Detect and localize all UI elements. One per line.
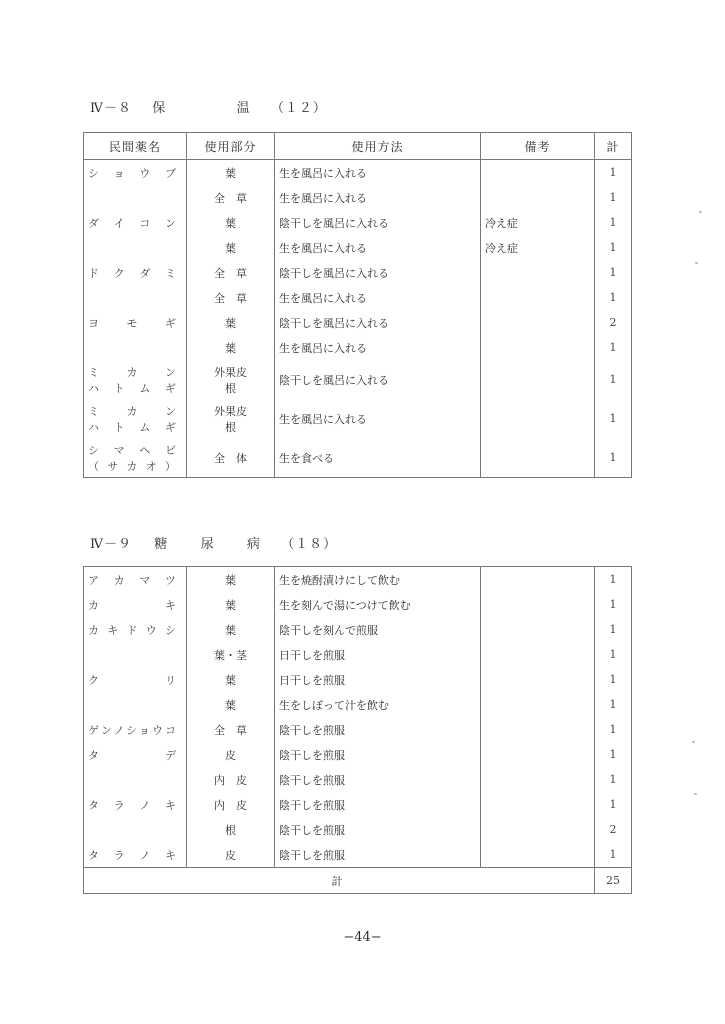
usage-method: 陰干しを煎服 — [275, 817, 481, 842]
part-used: 内 皮 — [187, 767, 275, 792]
usage-method: 陰干しを煎服 — [275, 767, 481, 792]
count: 1 — [595, 767, 632, 792]
part-used: 葉 — [225, 216, 236, 230]
usage-method: 生を刻んで湯につけて飲む — [275, 592, 481, 617]
section2-title-char-b: 尿 — [200, 537, 215, 552]
drug-name-cell — [84, 360, 187, 399]
total-row — [84, 868, 632, 894]
part-used: 外果皮 — [214, 365, 247, 379]
usage-method: 生を風呂に入れる — [275, 160, 481, 186]
table-row — [84, 185, 632, 210]
part-used-cell — [187, 360, 275, 399]
header-total: 計 — [595, 133, 632, 160]
drug-name: タ デ — [88, 748, 176, 762]
drug-name: ド ク ダ ミ — [88, 266, 176, 280]
remark — [481, 742, 595, 767]
part-used-cell — [187, 335, 275, 360]
part-used: 全 体 — [214, 451, 247, 465]
count: 1 — [595, 160, 632, 186]
drug-name-cell — [84, 592, 187, 617]
remark — [481, 160, 595, 186]
part-used: 皮 — [187, 742, 275, 767]
section2-title-char-c: 病 — [246, 537, 261, 552]
part-used: 内 皮 — [187, 792, 275, 817]
count: 1 — [595, 285, 632, 310]
drug-name-cell — [84, 567, 187, 593]
scan-speck — [699, 211, 702, 213]
remark — [481, 767, 595, 792]
part-used-cell — [187, 285, 275, 310]
drug-name: ミ カ ン — [88, 365, 176, 379]
drug-name-cell — [84, 399, 187, 438]
remark: 冷え症 — [481, 235, 595, 260]
table-row — [84, 592, 632, 617]
count: 1 — [595, 617, 632, 642]
usage-method: 生を焼酎漬けにして飲む — [275, 567, 481, 593]
part-used-cell — [187, 438, 275, 478]
drug-name-cell — [84, 717, 187, 742]
scan-speck — [695, 262, 698, 264]
remark — [481, 817, 595, 842]
usage-method: 陰干しを刻んで煎服 — [275, 617, 481, 642]
drug-name-cell — [84, 210, 187, 235]
drug-name-cell — [84, 792, 187, 817]
count: 2 — [595, 310, 632, 335]
header-note: 備考 — [481, 133, 595, 160]
count: 1 — [595, 335, 632, 360]
drug-name: カキドウシ — [88, 623, 176, 637]
table-row — [84, 617, 632, 642]
part-used-cell — [187, 310, 275, 335]
part-used: 葉 — [225, 166, 236, 180]
part-used: 葉 — [187, 567, 275, 593]
usage-method: 陰干しを風呂に入れる — [275, 260, 481, 285]
remark — [481, 667, 595, 692]
usage-method: 陰干しを風呂に入れる — [275, 360, 481, 399]
table-row — [84, 792, 632, 817]
drug-name: カ キ — [88, 598, 176, 612]
usage-method: 生を風呂に入れる — [275, 335, 481, 360]
drug-name: タ ラ ノ キ — [88, 848, 176, 862]
count: 1 — [595, 438, 632, 478]
drug-name-cell — [84, 742, 187, 767]
count: 1 — [595, 360, 632, 399]
section1-number: Ⅳ－８ — [90, 101, 132, 116]
table-row — [84, 335, 632, 360]
drug-name: （サカオ） — [88, 459, 176, 473]
drug-name-cell — [84, 438, 187, 478]
part-used-cell — [187, 399, 275, 438]
drug-name-cell — [84, 235, 187, 260]
section1-title — [90, 97, 327, 116]
usage-method: 生を食べる — [275, 438, 481, 478]
table-row — [84, 235, 632, 260]
table-row — [84, 692, 632, 717]
part-used-cell — [187, 185, 275, 210]
remark — [481, 717, 595, 742]
drug-name: ヨ モ ギ — [88, 316, 176, 330]
table-row — [84, 210, 632, 235]
drug-name-cell — [84, 185, 187, 210]
remark — [481, 310, 595, 335]
drug-name-cell — [84, 160, 187, 186]
page-number: −44− — [343, 930, 382, 945]
section1-table — [83, 132, 632, 478]
remark — [481, 185, 595, 210]
drug-name-cell — [84, 642, 187, 667]
remark — [481, 399, 595, 438]
drug-name: シ ョ ウ ブ — [88, 166, 176, 180]
part-used: 葉 — [187, 617, 275, 642]
part-used: 根 — [225, 420, 236, 434]
drug-name: タ ラ ノ キ — [88, 798, 176, 812]
count: 1 — [595, 717, 632, 742]
table-row — [84, 567, 632, 593]
section2-count: （１８） — [281, 537, 338, 552]
remark — [481, 260, 595, 285]
remark: 冷え症 — [481, 210, 595, 235]
count: 1 — [595, 692, 632, 717]
table-row — [84, 310, 632, 335]
drug-name-cell — [84, 310, 187, 335]
count: 1 — [595, 399, 632, 438]
table-row — [84, 767, 632, 792]
part-used: 全 草 — [214, 266, 247, 280]
part-used-cell — [187, 160, 275, 186]
table-row — [84, 285, 632, 310]
drug-name-cell — [84, 335, 187, 360]
table-row — [84, 260, 632, 285]
table-row — [84, 160, 632, 186]
part-used: 葉 — [187, 692, 275, 717]
usage-method: 陰干しを煎服 — [275, 842, 481, 868]
usage-method: 陰干しを煎服 — [275, 742, 481, 767]
drug-name: ゲンノショウコ — [88, 723, 176, 737]
part-used: 葉 — [187, 592, 275, 617]
drug-name: ハ ト ム ギ — [88, 381, 176, 395]
count: 1 — [595, 742, 632, 767]
drug-name-cell — [84, 667, 187, 692]
usage-method: 日干しを煎服 — [275, 642, 481, 667]
scan-speck — [692, 741, 695, 743]
part-used: 葉 — [225, 341, 236, 355]
part-used: 葉 — [187, 667, 275, 692]
section1-title-char-a: 保 — [152, 101, 167, 116]
remark — [481, 567, 595, 593]
section1-title-char-b: 温 — [236, 101, 251, 116]
usage-method: 陰干しを風呂に入れる — [275, 210, 481, 235]
remark — [481, 642, 595, 667]
drug-name-cell — [84, 817, 187, 842]
scan-speck — [694, 793, 697, 795]
part-used: 葉・茎 — [187, 642, 275, 667]
usage-method: 陰干しを煎服 — [275, 792, 481, 817]
remark — [481, 285, 595, 310]
remark — [481, 438, 595, 478]
count: 1 — [595, 210, 632, 235]
part-used: 葉 — [225, 316, 236, 330]
table-row — [84, 667, 632, 692]
remark — [481, 842, 595, 868]
total-value: 25 — [595, 868, 632, 894]
table-header-row — [84, 133, 632, 160]
table-row — [84, 742, 632, 767]
part-used-cell — [187, 260, 275, 285]
count: 1 — [595, 792, 632, 817]
part-used: 全 草 — [187, 717, 275, 742]
table-row — [84, 399, 632, 438]
part-used-cell — [187, 235, 275, 260]
count: 1 — [595, 592, 632, 617]
remark — [481, 592, 595, 617]
drug-name-cell — [84, 285, 187, 310]
table-row — [84, 360, 632, 399]
header-name: 民間薬名 — [84, 133, 187, 160]
drug-name-cell — [84, 842, 187, 868]
part-used: 皮 — [187, 842, 275, 868]
remark — [481, 617, 595, 642]
drug-name: ク リ — [88, 673, 176, 687]
usage-method: 陰干しを風呂に入れる — [275, 310, 481, 335]
part-used: 葉 — [225, 241, 236, 255]
count: 1 — [595, 567, 632, 593]
remark — [481, 692, 595, 717]
part-used: 根 — [187, 817, 275, 842]
drug-name: ダ イ コ ン — [88, 216, 176, 230]
drug-name-cell — [84, 260, 187, 285]
usage-method: 生を風呂に入れる — [275, 235, 481, 260]
count: 1 — [595, 185, 632, 210]
part-used: 外果皮 — [214, 404, 247, 418]
section2-title — [90, 533, 337, 552]
table-row — [84, 842, 632, 868]
usage-method: 生をしぼって汁を飲む — [275, 692, 481, 717]
drug-name: ハ ト ム ギ — [88, 420, 176, 434]
usage-method: 陰干しを煎服 — [275, 717, 481, 742]
drug-name: シ マ ヘ ビ — [88, 443, 176, 457]
count: 1 — [595, 642, 632, 667]
remark — [481, 360, 595, 399]
section2-table — [83, 566, 632, 894]
usage-method: 生を風呂に入れる — [275, 285, 481, 310]
section1-count: （１２） — [270, 101, 327, 116]
remark — [481, 335, 595, 360]
table-row — [84, 642, 632, 667]
count: 1 — [595, 667, 632, 692]
usage-method: 生を風呂に入れる — [275, 185, 481, 210]
drug-name-cell — [84, 767, 187, 792]
count: 1 — [595, 260, 632, 285]
part-used: 根 — [225, 381, 236, 395]
count: 1 — [595, 235, 632, 260]
header-part: 使用部分 — [187, 133, 275, 160]
part-used-cell — [187, 210, 275, 235]
table-row — [84, 817, 632, 842]
table-row — [84, 438, 632, 478]
part-used: 全 草 — [214, 291, 247, 305]
count: 2 — [595, 817, 632, 842]
section2-number: Ⅳ－９ — [90, 537, 132, 552]
table-row — [84, 717, 632, 742]
section2-title-char-a: 糖 — [154, 537, 169, 552]
header-method: 使用方法 — [275, 133, 481, 160]
drug-name: ア カ マ ツ — [88, 573, 176, 587]
part-used: 全 草 — [214, 191, 247, 205]
usage-method: 生を風呂に入れる — [275, 399, 481, 438]
drug-name-cell — [84, 692, 187, 717]
count: 1 — [595, 842, 632, 868]
remark — [481, 792, 595, 817]
usage-method: 日干しを煎服 — [275, 667, 481, 692]
total-label: 計 — [84, 868, 595, 894]
drug-name-cell — [84, 617, 187, 642]
drug-name: ミ カ ン — [88, 404, 176, 418]
